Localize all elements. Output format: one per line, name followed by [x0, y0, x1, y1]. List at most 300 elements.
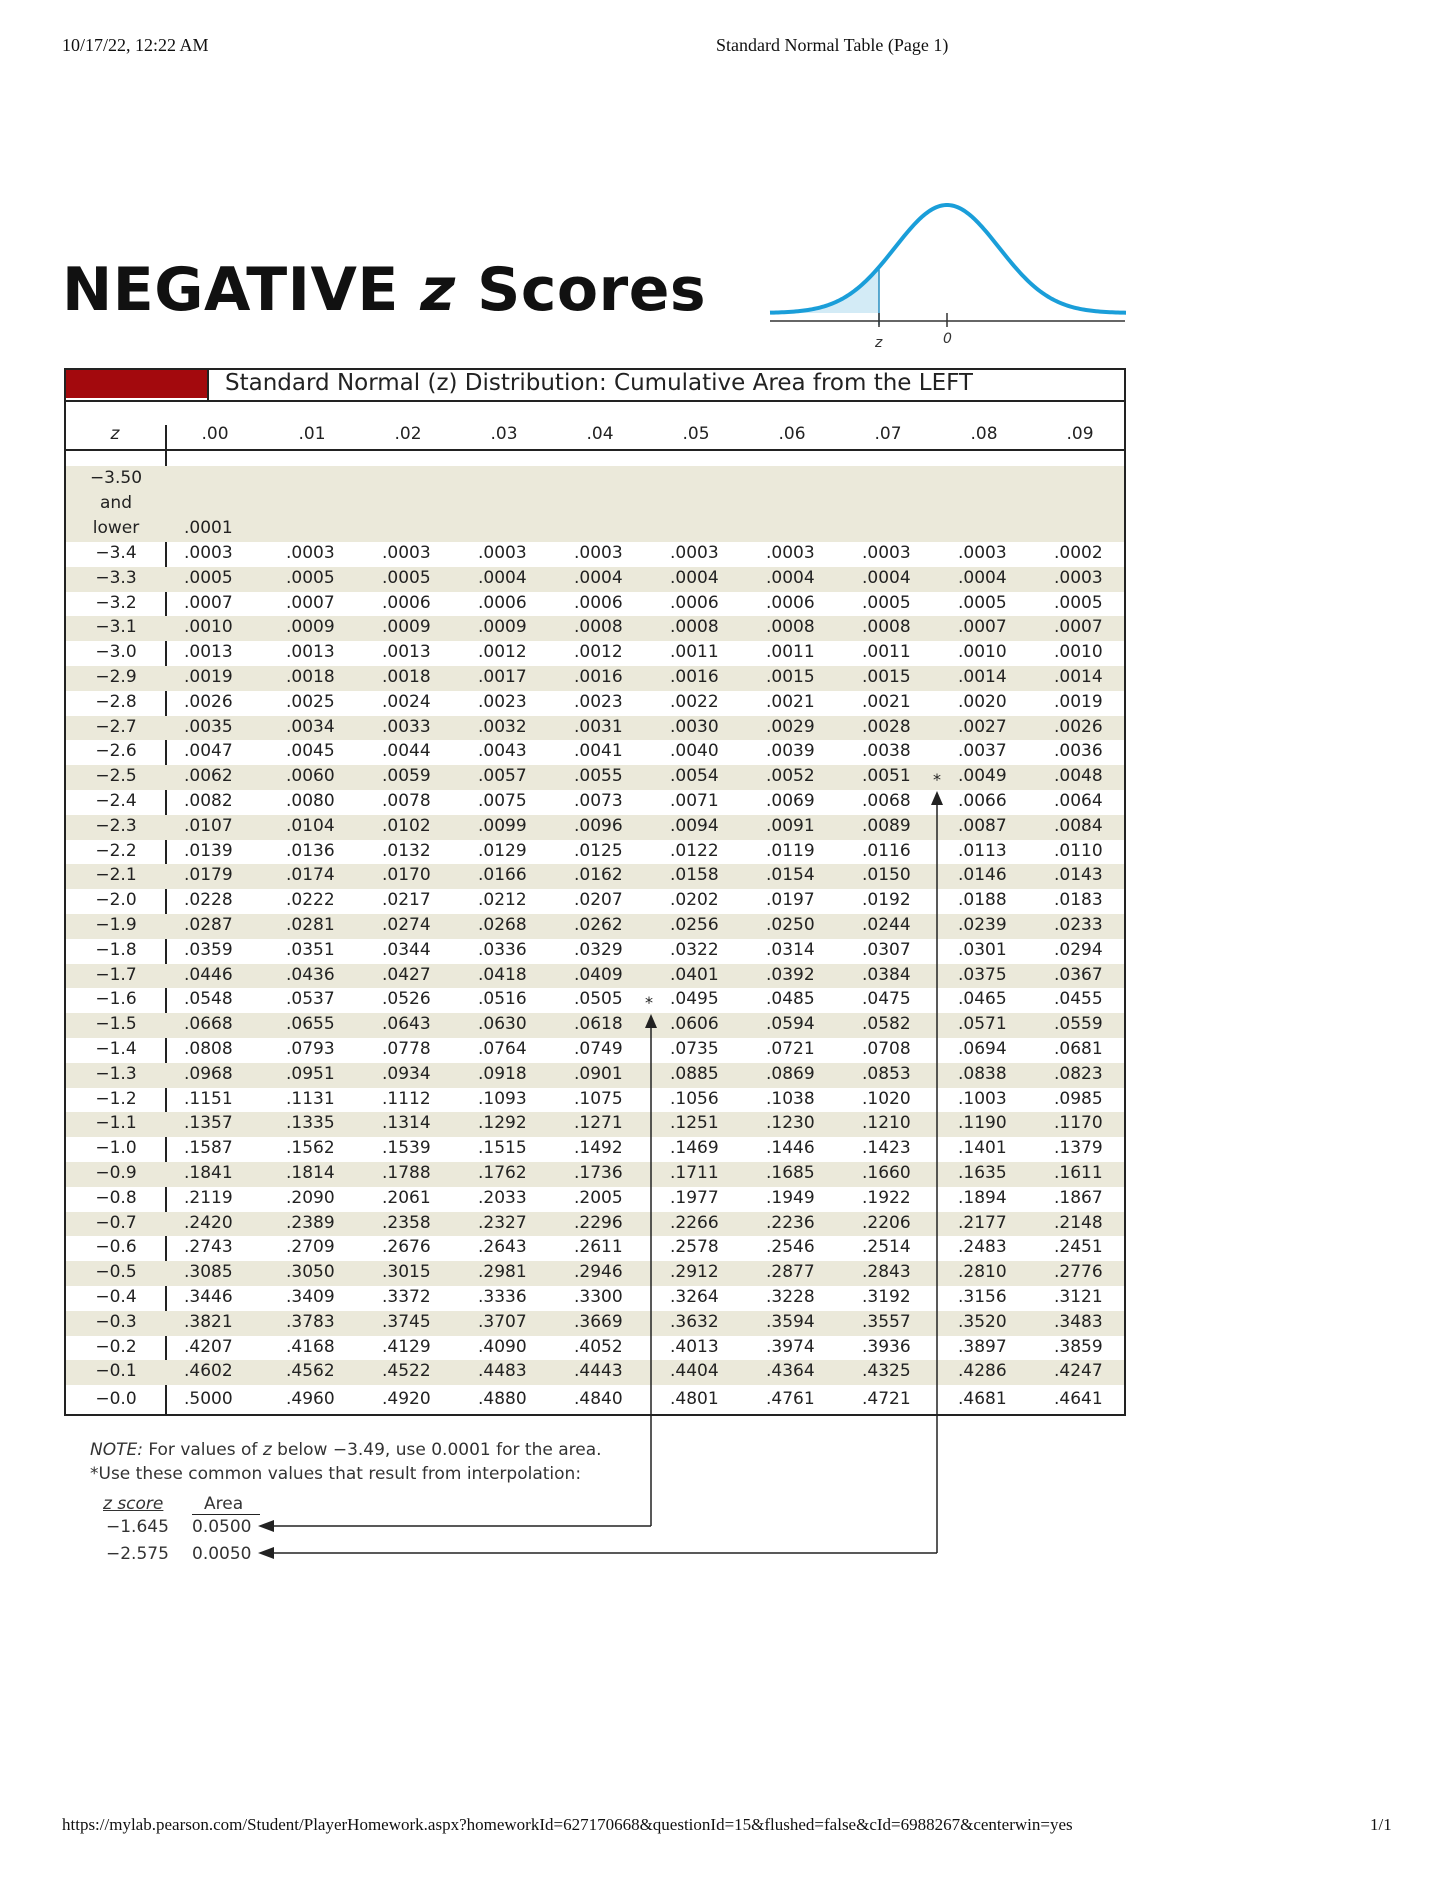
table-cell: .2776 — [1054, 1262, 1103, 1283]
table-cell: .0301 — [958, 939, 1007, 960]
table-cell: .2148 — [1054, 1212, 1103, 1233]
note-interpolation: *Use these common values that result from interpolation: — [90, 1464, 582, 1484]
table-cell: .2946 — [574, 1262, 623, 1283]
table-cell: .0034 — [286, 716, 335, 737]
table-cell: .2327 — [478, 1212, 527, 1233]
table-cell: .0934 — [382, 1063, 431, 1084]
table-cell: .2236 — [766, 1212, 815, 1233]
table-cell: .0005 — [862, 592, 911, 613]
table-cell: .3974 — [766, 1336, 815, 1357]
table-cell: .0179 — [184, 865, 233, 886]
table-cell: .0869 — [766, 1063, 815, 1084]
table-cell: .0721 — [766, 1039, 815, 1059]
table-cell: .0162 — [574, 865, 623, 886]
table-cell: .0951 — [286, 1063, 335, 1084]
table-cell: .2643 — [478, 1237, 527, 1258]
z-row-label: −3.1 — [95, 617, 137, 638]
table-cell: .0014 — [1054, 667, 1103, 687]
table-cell: .0094 — [670, 815, 719, 836]
table-cell: .2843 — [862, 1262, 911, 1283]
table-cell: .0007 — [184, 592, 233, 613]
table-cell: .1314 — [382, 1113, 431, 1134]
z-row-label: −2.2 — [95, 840, 137, 861]
table-cell: .0022 — [670, 691, 719, 712]
table-cell: .0250 — [766, 915, 815, 935]
table-cell: .0239 — [958, 915, 1007, 935]
table-cell: .0054 — [670, 766, 719, 787]
table-cell: .0043 — [478, 741, 527, 762]
table-cell: .1685 — [766, 1163, 815, 1183]
table-cell: .0154 — [766, 865, 815, 886]
table-cell: .1020 — [862, 1088, 911, 1109]
table-cell: .0694 — [958, 1039, 1007, 1059]
table-cell: .3085 — [184, 1262, 233, 1283]
table-cell: .1190 — [958, 1113, 1007, 1134]
interpolation-star-1645: * — [645, 993, 653, 1012]
table-cell: .0069 — [766, 791, 815, 811]
table-cell: .3783 — [286, 1311, 335, 1332]
table-cell: .0019 — [1054, 691, 1103, 712]
table-cell: .2296 — [574, 1212, 623, 1233]
table-cell: .0007 — [1054, 617, 1103, 638]
table-cell: .4522 — [382, 1361, 431, 1382]
table-cell: .0011 — [766, 642, 815, 663]
table-cell: .2578 — [670, 1237, 719, 1258]
print-page-title: Standard Normal Table (Page 1) — [716, 35, 949, 55]
z-row-label: −3.2 — [95, 592, 137, 613]
table-cell: .0021 — [862, 691, 911, 712]
table-cell: .0048 — [1054, 766, 1103, 787]
table-cell: .0643 — [382, 1014, 431, 1035]
table-cell: .0132 — [382, 840, 431, 861]
table-cell: .1003 — [958, 1088, 1007, 1109]
table-cell: .1492 — [574, 1138, 623, 1159]
column-header: .07 — [874, 424, 902, 444]
table-cell: .0336 — [478, 939, 527, 960]
table-cell: .0025 — [286, 691, 335, 712]
table-cell: .0003 — [478, 543, 527, 563]
interpolation-star-2575: * — [933, 770, 941, 789]
column-header: .00 — [201, 424, 229, 444]
note-label: NOTE: — [90, 1440, 143, 1460]
table-cell: .0004 — [862, 567, 911, 588]
column-header: .01 — [298, 424, 326, 444]
z-row-label: −2.0 — [95, 890, 137, 911]
table-cell: .0516 — [478, 989, 527, 1010]
table-cell: .0003 — [958, 543, 1007, 563]
table-cell: .0495 — [670, 989, 719, 1010]
table-cell: .0007 — [286, 592, 335, 613]
table-cell: .0064 — [1054, 791, 1103, 811]
table-cell: .4443 — [574, 1361, 623, 1382]
table-cell: .0006 — [766, 592, 815, 613]
table-cell: .0212 — [478, 890, 527, 911]
table-cell: .0005 — [184, 567, 233, 588]
table-cell: .2709 — [286, 1237, 335, 1258]
table-cell: .0082 — [184, 791, 233, 811]
table-cell: .2033 — [478, 1187, 527, 1208]
table-cell: .3336 — [478, 1287, 527, 1307]
table-cell: .4801 — [670, 1389, 719, 1410]
table-cell: .1379 — [1054, 1138, 1103, 1159]
table-cell: .0045 — [286, 741, 335, 762]
table-cell: .1469 — [670, 1138, 719, 1159]
table-cell: .0668 — [184, 1014, 233, 1035]
table-cell: .1131 — [286, 1088, 335, 1109]
table-cell: .0192 — [862, 890, 911, 911]
table-cell: .3446 — [184, 1287, 233, 1307]
table-cell: .1210 — [862, 1113, 911, 1134]
table-cell: .2090 — [286, 1187, 335, 1208]
table-cell: .0351 — [286, 939, 335, 960]
table-cell: .0008 — [862, 617, 911, 638]
table-cell: .4880 — [478, 1389, 527, 1410]
table-cell: .4761 — [766, 1389, 815, 1410]
column-header: .06 — [778, 424, 806, 444]
area-header-underline — [192, 1514, 260, 1515]
table-cell: .2266 — [670, 1212, 719, 1233]
table-cell: .0091 — [766, 815, 815, 836]
table-cell: .4013 — [670, 1336, 719, 1357]
table-cell: .0004 — [766, 567, 815, 588]
table-cell: .0003 — [286, 543, 335, 563]
table-cell: .0749 — [574, 1039, 623, 1059]
table-cell: .0427 — [382, 964, 431, 985]
table-cell: .1515 — [478, 1138, 527, 1159]
z-row-label: −0.8 — [95, 1187, 137, 1208]
table-cell: .4207 — [184, 1336, 233, 1357]
table-cell: .2451 — [1054, 1237, 1103, 1258]
table-cell: .0113 — [958, 840, 1007, 861]
table-cell: .0089 — [862, 815, 911, 836]
table-cell: .0040 — [670, 741, 719, 762]
table-cell: .0001 — [184, 518, 233, 538]
z-row-label: −0.5 — [95, 1262, 137, 1283]
table-cell: .0008 — [766, 617, 815, 638]
table-cell: .3897 — [958, 1336, 1007, 1357]
table-cell: .1788 — [382, 1163, 431, 1183]
table-cell: .0059 — [382, 766, 431, 787]
table-cell: .0125 — [574, 840, 623, 861]
table-cell: .0006 — [478, 592, 527, 613]
curve-z-label: z — [875, 335, 883, 351]
table-cell: .0012 — [478, 642, 527, 663]
table-cell: .0436 — [286, 964, 335, 985]
table-cell: .2061 — [382, 1187, 431, 1208]
table-cell: .0087 — [958, 815, 1007, 836]
table-cell: .0037 — [958, 741, 1007, 762]
table-cell: .0455 — [1054, 989, 1103, 1010]
table-cell: .0618 — [574, 1014, 623, 1035]
table-cell: .3669 — [574, 1311, 623, 1332]
arrow-2575-head-up — [931, 791, 943, 805]
table-cell: .0027 — [958, 716, 1007, 737]
table-cell: .0006 — [574, 592, 623, 613]
z-row-label: −0.9 — [95, 1163, 137, 1183]
z-row-label: −2.4 — [95, 791, 137, 811]
table-cell: .0838 — [958, 1063, 1007, 1084]
print-page-number: 1/1 — [1370, 1815, 1392, 1834]
table-cell: .0764 — [478, 1039, 527, 1059]
note-mid: For values of — [142, 1440, 263, 1460]
table-cell: .3264 — [670, 1287, 719, 1307]
table-cell: .2611 — [574, 1237, 623, 1258]
table-cell: .4052 — [574, 1336, 623, 1357]
table-cell: .0158 — [670, 865, 719, 886]
table-cell: .0146 — [958, 865, 1007, 886]
table-cell: .4247 — [1054, 1361, 1103, 1382]
z-row-label: −2.5 — [95, 766, 137, 787]
table-cell: .1894 — [958, 1187, 1007, 1208]
table-cell: .3520 — [958, 1311, 1007, 1332]
table-cell: .0107 — [184, 815, 233, 836]
table-cell: .0096 — [574, 815, 623, 836]
column-header: .03 — [490, 424, 518, 444]
table-cell: .0233 — [1054, 915, 1103, 935]
z-score-header: z score — [103, 1494, 164, 1514]
table-cell: .1949 — [766, 1187, 815, 1208]
table-cell: .0228 — [184, 890, 233, 911]
table-cell: .0008 — [670, 617, 719, 638]
table-cell: .4721 — [862, 1389, 911, 1410]
note-below-threshold — [90, 1440, 602, 1460]
table-cell: .0041 — [574, 741, 623, 762]
table-cell: .3372 — [382, 1287, 431, 1307]
table-cell: .1867 — [1054, 1187, 1103, 1208]
table-cell: .0018 — [286, 667, 335, 687]
table-cell: .0901 — [574, 1063, 623, 1084]
table-cell: .0010 — [1054, 642, 1103, 663]
table-cell: .0026 — [184, 691, 233, 712]
table-cell: .0256 — [670, 915, 719, 935]
table-cell: .0217 — [382, 890, 431, 911]
table-cell: .1335 — [286, 1113, 335, 1134]
column-header: .04 — [586, 424, 614, 444]
z-row-label: −0.3 — [95, 1311, 137, 1332]
title-z: z — [420, 255, 456, 325]
table-cell: .0023 — [574, 691, 623, 712]
table-cell: .1922 — [862, 1187, 911, 1208]
table-cell: .0010 — [958, 642, 1007, 663]
z-row-label: −0.1 — [95, 1361, 137, 1382]
table-cell: .4483 — [478, 1361, 527, 1382]
table-cell: .0122 — [670, 840, 719, 861]
table-cell: .0409 — [574, 964, 623, 985]
table-cell: .0475 — [862, 989, 911, 1010]
table-cell: .3594 — [766, 1311, 815, 1332]
column-header: .08 — [970, 424, 998, 444]
table-cell: .0594 — [766, 1014, 815, 1035]
table-cell: .0004 — [670, 567, 719, 588]
table-cell: .0060 — [286, 766, 335, 787]
table-cell: .0401 — [670, 964, 719, 985]
table-cell: .2546 — [766, 1237, 815, 1258]
table-cell: .0003 — [382, 543, 431, 563]
table-cell: .1446 — [766, 1138, 815, 1159]
table-cell: .0016 — [574, 667, 623, 687]
table-cell: .1736 — [574, 1163, 623, 1183]
table-cell: .0021 — [766, 691, 815, 712]
table-cell: .0030 — [670, 716, 719, 737]
table-cell: .0003 — [766, 543, 815, 563]
table-cell: .4641 — [1054, 1389, 1103, 1410]
table-cell: .0735 — [670, 1039, 719, 1059]
table-cell: .0073 — [574, 791, 623, 811]
z-row-label: −0.0 — [95, 1389, 137, 1410]
table-cell: .1112 — [382, 1088, 431, 1109]
table-cell: .0017 — [478, 667, 527, 687]
table-cell: .0003 — [862, 543, 911, 563]
note-end: below −3.49, use 0.0001 for the area. — [271, 1440, 602, 1460]
table-cell: .0606 — [670, 1014, 719, 1035]
table-cell: .3156 — [958, 1287, 1007, 1307]
table-cell: .1056 — [670, 1088, 719, 1109]
table-cell: .0003 — [184, 543, 233, 563]
z-row-label: −1.5 — [95, 1014, 137, 1035]
table-cell: .0038 — [862, 741, 911, 762]
table-cell: .0068 — [862, 791, 911, 811]
table-cell: .0004 — [478, 567, 527, 588]
table-cell: .0024 — [382, 691, 431, 712]
z-row-label: −2.9 — [95, 667, 137, 687]
table-cell: .0170 — [382, 865, 431, 886]
table-cell: .1539 — [382, 1138, 431, 1159]
table-cell: .1587 — [184, 1138, 233, 1159]
table-cell: .1423 — [862, 1138, 911, 1159]
table-cell: .0183 — [1054, 890, 1103, 911]
table-cell: .5000 — [184, 1389, 233, 1410]
table-cell: .4920 — [382, 1389, 431, 1410]
table-cell: .0207 — [574, 890, 623, 911]
table-cell: .0066 — [958, 791, 1007, 811]
table-cell: .1977 — [670, 1187, 719, 1208]
table-cell: .0011 — [670, 642, 719, 663]
table-cell: .0051 — [862, 766, 911, 787]
z-row-label: −2.7 — [95, 716, 137, 737]
title-suffix: Scores — [455, 255, 707, 325]
table-cell: .1611 — [1054, 1163, 1103, 1183]
table-cell: .4602 — [184, 1361, 233, 1382]
table-cell: .0032 — [478, 716, 527, 737]
table-cell: .0035 — [184, 716, 233, 737]
table-cell: .0007 — [958, 617, 1007, 638]
table-cell: .0548 — [184, 989, 233, 1010]
column-header: .02 — [394, 424, 422, 444]
z-row-label: −1.6 — [95, 989, 137, 1010]
table-cell: .1635 — [958, 1163, 1007, 1183]
table-cell: .0129 — [478, 840, 527, 861]
table-cell: .0078 — [382, 791, 431, 811]
table-cell: .2912 — [670, 1262, 719, 1283]
table-cell: .0009 — [382, 617, 431, 638]
table-cell: .3707 — [478, 1311, 527, 1332]
z-row-label: −1.7 — [95, 964, 137, 985]
table-cell: .0384 — [862, 964, 911, 985]
z-row-label: −3.0 — [95, 642, 137, 663]
curve-zero-label: 0 — [943, 331, 952, 347]
table-cell: .0009 — [286, 617, 335, 638]
table-cell: .1660 — [862, 1163, 911, 1183]
table-cell: .2420 — [184, 1212, 233, 1233]
table-cell: .0314 — [766, 939, 815, 960]
table-cell: .1762 — [478, 1163, 527, 1183]
table-cell: .2981 — [478, 1262, 527, 1283]
z-row-label: −2.3 — [95, 815, 137, 836]
table-cell: .3300 — [574, 1287, 623, 1307]
table-cell: .0039 — [766, 741, 815, 762]
table-cell: .0004 — [574, 567, 623, 588]
table-cell: .0708 — [862, 1039, 911, 1059]
arrow-1645-head-up — [645, 1014, 657, 1028]
table-cell: .3121 — [1054, 1287, 1103, 1307]
table-cell: .0055 — [574, 766, 623, 787]
table-cell: .0002 — [1054, 543, 1103, 563]
table-cell: .0099 — [478, 815, 527, 836]
table-cell: .0008 — [574, 617, 623, 638]
table-cell: .0057 — [478, 766, 527, 787]
common-area-2: 0.0050 — [192, 1544, 252, 1564]
table-cell: .0582 — [862, 1014, 911, 1035]
table-cell: .2514 — [862, 1237, 911, 1258]
table-cell: .0143 — [1054, 865, 1103, 886]
common-area-1: 0.0500 — [192, 1517, 252, 1537]
table-cell: .0375 — [958, 964, 1007, 985]
table-cell: .0018 — [382, 667, 431, 687]
print-datetime: 10/17/22, 12:22 AM — [62, 35, 209, 55]
table-cell: .0031 — [574, 716, 623, 737]
table-cell: .1292 — [478, 1113, 527, 1134]
table-cell: .2206 — [862, 1212, 911, 1233]
table-cell: .0016 — [670, 667, 719, 687]
table-cell: .3483 — [1054, 1311, 1103, 1332]
table-cell: .0559 — [1054, 1014, 1103, 1035]
z-row-label: −1.0 — [95, 1138, 137, 1159]
z-row-label: −1.3 — [95, 1063, 137, 1084]
z-row-label: −1.2 — [95, 1088, 137, 1109]
table-cell: .0005 — [382, 567, 431, 588]
table-cell: .0052 — [766, 766, 815, 787]
table-cell: .3859 — [1054, 1336, 1103, 1357]
z-row-label: −2.1 — [95, 865, 137, 886]
table-cell: .0003 — [574, 543, 623, 563]
table-cell: .0418 — [478, 964, 527, 985]
z-row-label: −1.1 — [95, 1113, 137, 1134]
z-cell-first-row: lower — [92, 518, 140, 538]
table-cell: .0014 — [958, 667, 1007, 687]
table-cell: .0307 — [862, 939, 911, 960]
table-cell: .1151 — [184, 1088, 233, 1109]
table-cell: .0011 — [862, 642, 911, 663]
table-cell: .0202 — [670, 890, 719, 911]
table-cell: .0006 — [670, 592, 719, 613]
table-cell: .3050 — [286, 1262, 335, 1283]
table-cell: .0359 — [184, 939, 233, 960]
table-cell: .0968 — [184, 1063, 233, 1084]
table-cell: .2810 — [958, 1262, 1007, 1283]
table-cell: .0222 — [286, 890, 335, 911]
table-cell: .0104 — [286, 815, 335, 836]
table-cell: .0465 — [958, 989, 1007, 1010]
table-cell: .2676 — [382, 1237, 431, 1258]
table-cell: .0009 — [478, 617, 527, 638]
z-row-label: −0.2 — [95, 1336, 137, 1357]
table-cell: .0013 — [184, 642, 233, 663]
table-cell: .0119 — [766, 840, 815, 861]
table-cell: .0526 — [382, 989, 431, 1010]
table-cell: .4325 — [862, 1361, 911, 1382]
table-cell: .0020 — [958, 691, 1007, 712]
table-cell: .0102 — [382, 815, 431, 836]
